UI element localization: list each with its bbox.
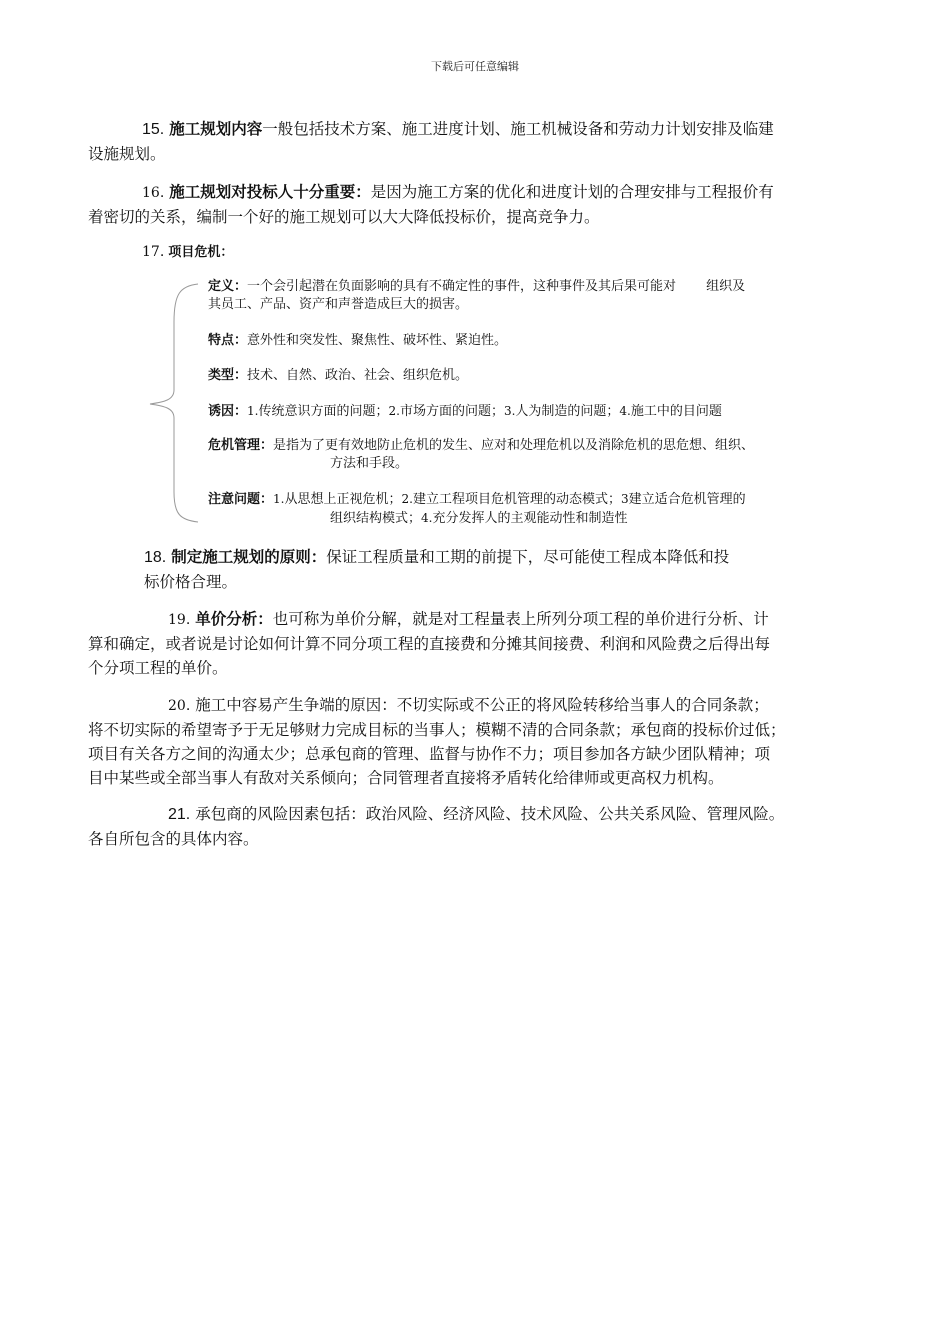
paragraph-text: 一般包括技术方案、施工进度计划、施工机械设备和劳动力计划安排及临建 bbox=[262, 120, 774, 138]
paragraph-18: 18. 制定施工规划的原则：保证工程质量和工期的前提下，尽可能使工程成本降低和投 标价格合理。 bbox=[144, 548, 730, 591]
crisis-types: 类型：技术、自然、政治、社会、组织危机。 bbox=[208, 368, 469, 383]
paragraph-19: 19. 单价分析：也可称为单价分解，就是对工程量表上所列分项工程的单价进行分析、计 算和确定，或者说是讨论如何计算不同分项工程的直接费和分摊其间接费、利润和风险费之后得出每 个分项工程的单价。 bbox=[88, 610, 771, 677]
bold-term: 单价分析： bbox=[195, 610, 273, 628]
curly-brace bbox=[140, 282, 200, 524]
paragraph-text: 着密切的关系，编制一个好的施工规划可以大大降低投标价，提高竞争力。 bbox=[88, 208, 600, 226]
item-number: 17. bbox=[142, 244, 165, 260]
paragraph-15 bbox=[88, 117, 868, 166]
item-number: 19. bbox=[168, 612, 191, 628]
crisis-causes: 诱因：1.传统意识方面的问题；2.市场方面的问题；3.人为制造的问题；4.施工中的目问题 bbox=[208, 404, 722, 419]
paragraph-16 bbox=[88, 180, 868, 229]
item-label: 注意问题： bbox=[208, 492, 274, 507]
paragraph-20: 20. 施工中容易产生争端的原因：不切实际或不公正的将风险转移给当事人的合同条款； 将不切实际的希望寄予于无足够财力完成目标的当事人；模糊不清的合同条款；承包商的投标价过低； 项目有关各方之间的沟通太少；总承包商的管理、监督与协作不力；项目参加各方缺少团队精神；项 目中某些或全部当事人有敌对关系倾向；合同管理者直接将矛盾转化给律师或更高权力机构。 bbox=[88, 696, 786, 787]
paragraph-text: 是因为施工方案的优化和进度计划的合理安排与工程报价有 bbox=[370, 183, 774, 201]
crisis-management: 危机管理：是指为了更有效地防止危机的发生、应对和处理危机以及消除危机的思危想、组织、 方法和手段。 bbox=[208, 438, 755, 471]
bold-term: 施工规划内容 bbox=[169, 120, 263, 138]
item-number: 20. bbox=[168, 698, 191, 714]
bold-term: 施工规划对投标人十分重要： bbox=[169, 183, 371, 201]
item-number: 16. bbox=[142, 185, 165, 201]
item-number: 15. bbox=[142, 121, 165, 138]
crisis-notes: 注意问题：1.从思想上正视危机；2.建立工程项目危机管理的动态模式；3建立适合危机管理的 组织结构模式；4.充分发挥人的主观能动性和制造性 bbox=[208, 492, 746, 526]
bold-term: 项目危机： bbox=[168, 245, 234, 260]
item-label: 类型： bbox=[208, 368, 248, 383]
paragraph-17-heading bbox=[142, 243, 233, 262]
crisis-characteristics: 特点：意外性和突发性、聚焦性、破坏性、紧迫性。 bbox=[208, 333, 508, 348]
item-number: 18. bbox=[144, 549, 167, 566]
item-number: 21. bbox=[168, 806, 191, 823]
page-header: 下载后可任意编辑 bbox=[431, 60, 519, 73]
item-label: 定义： bbox=[208, 279, 248, 294]
paragraph-21: 21. 承包商的风险因素包括：政治风险、经济风险、技术风险、公共关系风险、管理风险。 各自所包含的具体内容。 bbox=[88, 805, 785, 848]
item-label: 诱因： bbox=[208, 404, 248, 419]
paragraph-text: 设施规划。 bbox=[88, 145, 166, 163]
crisis-definition: 定义：一个会引起潜在负面影响的具有不确定性的事件，这种事件及其后果可能对 组织及 其员工、产品、资产和声誉造成巨大的损害。 bbox=[208, 279, 746, 312]
item-label: 危机管理： bbox=[208, 438, 274, 453]
bold-term: 制定施工规划的原则： bbox=[171, 548, 327, 566]
item-label: 特点： bbox=[208, 333, 248, 348]
